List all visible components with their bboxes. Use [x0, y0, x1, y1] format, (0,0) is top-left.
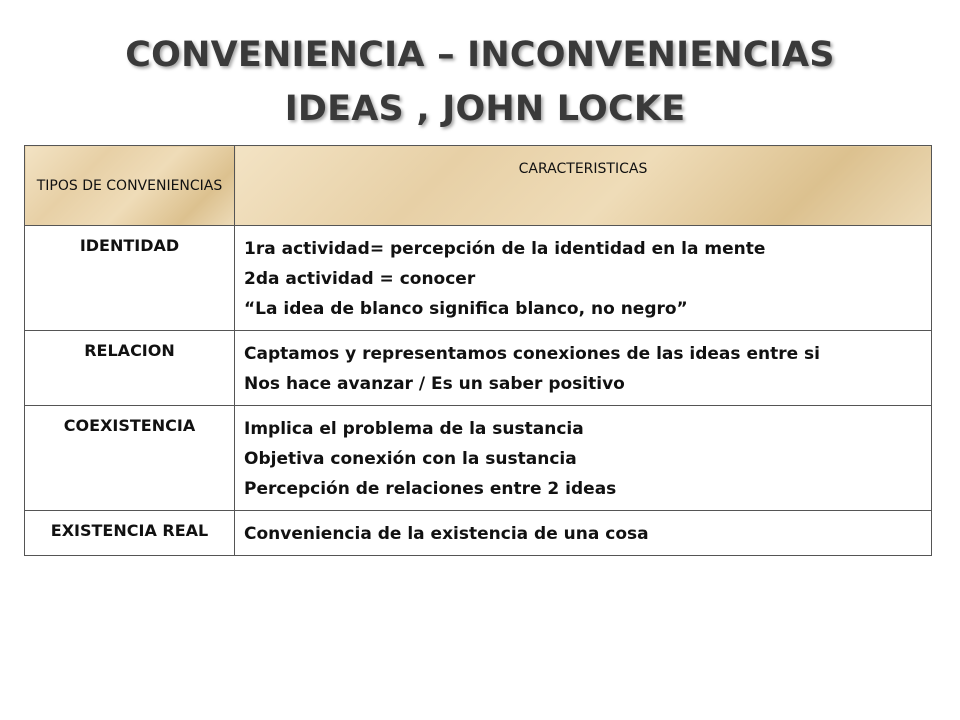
row-tipo: RELACION: [25, 331, 235, 406]
table-row: [25, 226, 932, 331]
table-row: [25, 406, 932, 511]
row-line: “La idea de blanco significa blanco, no negro”: [244, 299, 688, 319]
row-line: Captamos y representamos conexiones de las ideas entre si: [244, 344, 820, 364]
row-caracteristicas: [235, 226, 932, 331]
row-line: Nos hace avanzar / Es un saber positivo: [244, 374, 625, 394]
row-line: Implica el problema de la sustancia: [244, 419, 584, 439]
title-line-2: IDEAS , JOHN LOCKE: [284, 89, 686, 129]
title-line-1: CONVENIENCIA – INCONVENIENCIAS: [125, 35, 835, 75]
table-row: [25, 511, 932, 556]
conveniencias-table: [24, 145, 932, 556]
row-tipo: EXISTENCIA REAL: [25, 511, 235, 556]
row-line: Percepción de relaciones entre 2 ideas: [244, 479, 617, 499]
row-line: 2da actividad = conocer: [244, 269, 476, 289]
row-line: Objetiva conexión con la sustancia: [244, 449, 577, 469]
row-line: 1ra actividad= percepción de la identidad en la mente: [244, 239, 766, 259]
header-caracteristicas: CARACTERISTICAS: [235, 146, 932, 226]
row-tipo: IDENTIDAD: [25, 226, 235, 331]
slide-title: [0, 28, 960, 136]
row-caracteristicas: [235, 511, 932, 556]
row-line: Conveniencia de la existencia de una cosa: [244, 524, 649, 544]
table-header-row: [25, 146, 932, 226]
table-row: [25, 331, 932, 406]
row-caracteristicas: [235, 406, 932, 511]
row-caracteristicas: [235, 331, 932, 406]
row-tipo: COEXISTENCIA: [25, 406, 235, 511]
header-tipos: TIPOS DE CONVENIENCIAS: [25, 146, 235, 226]
